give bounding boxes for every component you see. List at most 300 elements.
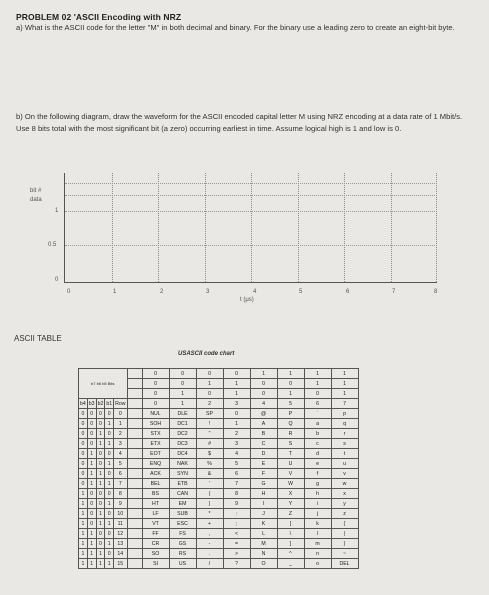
top-bit: 0 bbox=[304, 389, 331, 399]
top-bit: 0 bbox=[142, 389, 169, 399]
ascii-table-heading: ASCII TABLE bbox=[14, 334, 62, 343]
row-number: 6 bbox=[114, 469, 127, 479]
bit-cell: 0 bbox=[79, 409, 88, 419]
char-cell: u bbox=[331, 459, 358, 469]
char-cell: SI bbox=[142, 559, 169, 569]
bit-cell: 1 bbox=[79, 529, 88, 539]
char-cell: M bbox=[250, 539, 277, 549]
top-bit: 1 bbox=[304, 379, 331, 389]
y-tick-0: 0 bbox=[55, 277, 59, 283]
bit-label: b1 bbox=[106, 400, 113, 407]
bit-cell: 0 bbox=[105, 509, 114, 519]
pad-cell bbox=[127, 459, 142, 469]
top-bit: 0 bbox=[169, 369, 196, 379]
top-bit: 0 bbox=[169, 379, 196, 389]
char-cell: H bbox=[250, 489, 277, 499]
char-cell: ) bbox=[196, 499, 223, 509]
char-cell: 5 bbox=[223, 459, 250, 469]
bit-cell: 1 bbox=[87, 549, 96, 559]
row-number: 1 bbox=[114, 419, 127, 429]
char-cell: r bbox=[331, 429, 358, 439]
grid-line bbox=[251, 173, 252, 282]
top-bit: 0 bbox=[250, 389, 277, 399]
row-number: 11 bbox=[114, 519, 127, 529]
char-cell: BS bbox=[142, 489, 169, 499]
char-cell: a bbox=[304, 419, 331, 429]
char-cell: EOT bbox=[142, 449, 169, 459]
char-cell: D bbox=[250, 449, 277, 459]
char-cell: P bbox=[277, 409, 304, 419]
top-bit: 1 bbox=[223, 389, 250, 399]
char-cell: HT bbox=[142, 499, 169, 509]
table-row bbox=[79, 419, 359, 429]
char-cell: RS bbox=[169, 549, 196, 559]
top-bit: 1 bbox=[277, 389, 304, 399]
row-label: Row bbox=[115, 400, 126, 407]
char-cell: \ bbox=[277, 529, 304, 539]
char-cell: y bbox=[331, 499, 358, 509]
bit-cell: 0 bbox=[79, 439, 88, 449]
pad-cell bbox=[127, 509, 142, 519]
grid-line bbox=[65, 211, 437, 212]
char-cell: X bbox=[277, 489, 304, 499]
pad-cell bbox=[127, 529, 142, 539]
bit-cell: 1 bbox=[87, 529, 96, 539]
char-cell: I bbox=[250, 499, 277, 509]
column-label: 0 bbox=[142, 399, 169, 409]
char-cell: ; bbox=[223, 519, 250, 529]
y-tick-0-5: 0.5 bbox=[48, 242, 57, 248]
ascii-table-body bbox=[79, 409, 359, 569]
grid-line bbox=[65, 245, 437, 246]
bit-cell: 1 bbox=[96, 519, 105, 529]
char-cell: < bbox=[223, 529, 250, 539]
char-cell: 1 bbox=[223, 419, 250, 429]
char-cell: Z bbox=[277, 509, 304, 519]
table-row bbox=[79, 479, 359, 489]
table-row bbox=[79, 469, 359, 479]
char-cell: / bbox=[196, 559, 223, 569]
bit-cell: 1 bbox=[79, 489, 88, 499]
char-cell: @ bbox=[250, 409, 277, 419]
bit-cell: 0 bbox=[79, 449, 88, 459]
char-cell: l bbox=[304, 529, 331, 539]
bit-cell: 0 bbox=[79, 469, 88, 479]
char-cell: Y bbox=[277, 499, 304, 509]
char-cell: - bbox=[196, 539, 223, 549]
table-row bbox=[79, 499, 359, 509]
char-cell: , bbox=[196, 529, 223, 539]
char-cell: : bbox=[223, 509, 250, 519]
bit-cell: 1 bbox=[105, 539, 114, 549]
char-cell: NUL bbox=[142, 409, 169, 419]
char-cell: A bbox=[250, 419, 277, 429]
top-bit: 1 bbox=[250, 369, 277, 379]
bit-cell: 0 bbox=[105, 529, 114, 539]
bit-cell: 0 bbox=[105, 429, 114, 439]
char-cell: SYN bbox=[169, 469, 196, 479]
char-cell: 6 bbox=[223, 469, 250, 479]
x-tick-4: 4 bbox=[253, 289, 257, 295]
bit-label: b3 bbox=[88, 400, 95, 407]
table-row bbox=[79, 429, 359, 439]
row-number: 0 bbox=[114, 409, 127, 419]
char-cell: R bbox=[277, 429, 304, 439]
top-bit: 1 bbox=[331, 389, 358, 399]
char-cell: d bbox=[304, 449, 331, 459]
question-a: a) What is the ASCII code for the letter "M" in both decimal and binary. For the binary use a leading zero to create an eight-bit byte. bbox=[16, 23, 455, 32]
table-row bbox=[79, 549, 359, 559]
bit-label: b4 bbox=[80, 400, 86, 407]
grid-line bbox=[344, 173, 345, 282]
row-number: 7 bbox=[114, 479, 127, 489]
x-tick-7: 7 bbox=[392, 289, 396, 295]
char-cell: w bbox=[331, 479, 358, 489]
bit-cell: 0 bbox=[87, 419, 96, 429]
column-label: 4 bbox=[250, 399, 277, 409]
pad-cell bbox=[127, 399, 142, 409]
bit-cell: 1 bbox=[96, 509, 105, 519]
bit-cell: 1 bbox=[96, 429, 105, 439]
grid-line bbox=[391, 173, 392, 282]
row-number: 5 bbox=[114, 459, 127, 469]
bit-cell: 0 bbox=[96, 539, 105, 549]
char-cell: DC3 bbox=[169, 439, 196, 449]
grid-line bbox=[436, 173, 437, 282]
char-cell: b bbox=[304, 429, 331, 439]
char-cell: B bbox=[250, 429, 277, 439]
char-cell: CAN bbox=[169, 489, 196, 499]
bit-cell: 1 bbox=[87, 449, 96, 459]
bit-cell: 0 bbox=[87, 499, 96, 509]
char-cell: t bbox=[331, 449, 358, 459]
char-cell: | bbox=[331, 529, 358, 539]
data-row-label: data bbox=[30, 197, 42, 203]
bit-cell: 1 bbox=[105, 559, 114, 569]
char-cell: i bbox=[304, 499, 331, 509]
x-tick-1: 1 bbox=[113, 289, 117, 295]
table-row bbox=[79, 409, 359, 419]
bit-cell: 1 bbox=[96, 549, 105, 559]
row-number: 9 bbox=[114, 499, 127, 509]
char-cell: K bbox=[250, 519, 277, 529]
bit-cell: 1 bbox=[87, 539, 96, 549]
char-cell: ENQ bbox=[142, 459, 169, 469]
row-number: 12 bbox=[114, 529, 127, 539]
bit-number-label: bit # bbox=[30, 188, 42, 194]
char-cell: S bbox=[277, 439, 304, 449]
char-cell: & bbox=[196, 469, 223, 479]
pad-cell bbox=[127, 369, 142, 379]
char-cell: V bbox=[277, 469, 304, 479]
x-tick-8: 8 bbox=[434, 289, 438, 295]
bit-cell: 1 bbox=[96, 559, 105, 569]
char-cell: ] bbox=[277, 539, 304, 549]
top-bit: 0 bbox=[223, 369, 250, 379]
pad-cell bbox=[127, 469, 142, 479]
char-cell: ' bbox=[196, 479, 223, 489]
pad-cell bbox=[127, 489, 142, 499]
bit-cell: 1 bbox=[96, 469, 105, 479]
char-cell: ( bbox=[196, 489, 223, 499]
bit-cell: 1 bbox=[96, 439, 105, 449]
pad-cell bbox=[127, 549, 142, 559]
pad-cell bbox=[127, 429, 142, 439]
top-bit: 1 bbox=[304, 369, 331, 379]
char-cell: + bbox=[196, 519, 223, 529]
bit-cell: 0 bbox=[87, 509, 96, 519]
top-bit: 0 bbox=[196, 389, 223, 399]
bit-label: b2 bbox=[97, 400, 104, 407]
table-row bbox=[79, 449, 359, 459]
char-cell: # bbox=[196, 439, 223, 449]
ascii-table bbox=[78, 368, 359, 569]
char-cell: SOH bbox=[142, 419, 169, 429]
char-cell: c bbox=[304, 439, 331, 449]
char-cell: o bbox=[304, 559, 331, 569]
column-label: 5 bbox=[277, 399, 304, 409]
row-number: 8 bbox=[114, 489, 127, 499]
x-tick-3: 3 bbox=[206, 289, 210, 295]
top-bit: 1 bbox=[331, 369, 358, 379]
bit-cell: 1 bbox=[79, 499, 88, 509]
char-cell: h bbox=[304, 489, 331, 499]
grid-line bbox=[298, 173, 299, 282]
char-cell: DC2 bbox=[169, 429, 196, 439]
char-cell: DC4 bbox=[169, 449, 196, 459]
char-cell: . bbox=[196, 549, 223, 559]
char-cell: W bbox=[277, 479, 304, 489]
bit-cell: 1 bbox=[105, 419, 114, 429]
bit-cell: 1 bbox=[105, 439, 114, 449]
bit-cell: 0 bbox=[79, 459, 88, 469]
b5-label: b5 bbox=[102, 381, 107, 386]
bit-cell: 1 bbox=[79, 539, 88, 549]
char-cell: ESC bbox=[169, 519, 196, 529]
top-bit: 1 bbox=[196, 379, 223, 389]
bit-cell: 0 bbox=[96, 419, 105, 429]
char-cell: 7 bbox=[223, 479, 250, 489]
x-axis-label: t (μs) bbox=[240, 297, 254, 303]
pad-cell bbox=[127, 439, 142, 449]
bit-cell: 1 bbox=[96, 479, 105, 489]
grid-line bbox=[65, 195, 437, 196]
bit-cell: 0 bbox=[96, 449, 105, 459]
top-bit: 0 bbox=[277, 379, 304, 389]
char-cell: { bbox=[331, 519, 358, 529]
x-tick-2: 2 bbox=[160, 289, 164, 295]
pad-cell bbox=[127, 419, 142, 429]
char-cell: T bbox=[277, 449, 304, 459]
char-cell: N bbox=[250, 549, 277, 559]
pad-cell bbox=[127, 449, 142, 459]
char-cell: GS bbox=[169, 539, 196, 549]
char-cell: m bbox=[304, 539, 331, 549]
x-tick-5: 5 bbox=[299, 289, 303, 295]
pad-cell bbox=[127, 379, 142, 389]
table-row bbox=[79, 489, 359, 499]
char-cell: v bbox=[331, 469, 358, 479]
table-row bbox=[79, 539, 359, 549]
char-cell: ~ bbox=[331, 549, 358, 559]
char-cell: * bbox=[196, 509, 223, 519]
char-cell: CR bbox=[142, 539, 169, 549]
bit-cell: 0 bbox=[87, 429, 96, 439]
char-cell: j bbox=[304, 509, 331, 519]
pad-cell bbox=[127, 559, 142, 569]
grid-line bbox=[65, 183, 437, 184]
bit-cell: 1 bbox=[87, 479, 96, 489]
char-cell: ACK bbox=[142, 469, 169, 479]
grid-line bbox=[112, 173, 113, 282]
char-cell: $ bbox=[196, 449, 223, 459]
char-cell: > bbox=[223, 549, 250, 559]
table-row bbox=[79, 559, 359, 569]
bit-cell: 0 bbox=[79, 429, 88, 439]
top-bit: 1 bbox=[331, 379, 358, 389]
table-row bbox=[79, 509, 359, 519]
bit-cell: 0 bbox=[96, 529, 105, 539]
char-cell: DC1 bbox=[169, 419, 196, 429]
char-cell: EM bbox=[169, 499, 196, 509]
char-cell: ETX bbox=[142, 439, 169, 449]
char-cell: = bbox=[223, 539, 250, 549]
char-cell: US bbox=[169, 559, 196, 569]
top-bit: 1 bbox=[223, 379, 250, 389]
bit-cell: 0 bbox=[87, 519, 96, 529]
question-b: b) On the following diagram, draw the waveform for the ASCII encoded capital letter M using NRZ encoding at a data rate of 1 Mbit/s. Use 8 bits total with the most significant bit (a zero) occurring earliest in time. Assume logical high is 1 and low is 0. bbox=[16, 112, 463, 133]
b6-label: b6 bbox=[96, 381, 102, 386]
char-cell: DLE bbox=[169, 409, 196, 419]
grid-line bbox=[158, 173, 159, 282]
top-bit: 0 bbox=[142, 379, 169, 389]
char-cell: s bbox=[331, 439, 358, 449]
bit-cell: 0 bbox=[79, 419, 88, 429]
column-label: 1 bbox=[169, 399, 196, 409]
char-cell: q bbox=[331, 419, 358, 429]
char-cell: 3 bbox=[223, 439, 250, 449]
char-cell: F bbox=[250, 469, 277, 479]
row-number: 10 bbox=[114, 509, 127, 519]
char-cell: 4 bbox=[223, 449, 250, 459]
bit-cell: 1 bbox=[105, 499, 114, 509]
bit-cell: 1 bbox=[79, 509, 88, 519]
bit-cell: 1 bbox=[105, 519, 114, 529]
char-cell: e bbox=[304, 459, 331, 469]
char-cell: z bbox=[331, 509, 358, 519]
char-cell: ^ bbox=[277, 549, 304, 559]
bit-cell: 0 bbox=[105, 469, 114, 479]
bit-cell: 0 bbox=[105, 549, 114, 559]
char-cell: 0 bbox=[223, 409, 250, 419]
pad-cell bbox=[127, 539, 142, 549]
char-cell: FS bbox=[169, 529, 196, 539]
bit-cell: 0 bbox=[96, 499, 105, 509]
bit-cell: 1 bbox=[79, 549, 88, 559]
column-label: 6 bbox=[304, 399, 331, 409]
x-tick-0: 0 bbox=[67, 289, 71, 295]
char-cell: VT bbox=[142, 519, 169, 529]
char-cell: O bbox=[250, 559, 277, 569]
char-cell: G bbox=[250, 479, 277, 489]
char-cell: ` bbox=[304, 409, 331, 419]
bit-cell: 1 bbox=[79, 519, 88, 529]
char-cell: ! bbox=[196, 419, 223, 429]
char-cell: x bbox=[331, 489, 358, 499]
bit-cell: 0 bbox=[87, 409, 96, 419]
grid-line bbox=[205, 173, 206, 282]
y-tick-1: 1 bbox=[55, 208, 59, 214]
char-cell: E bbox=[250, 459, 277, 469]
char-cell: p bbox=[331, 409, 358, 419]
row-number: 15 bbox=[114, 559, 127, 569]
char-cell: % bbox=[196, 459, 223, 469]
top-bit: 1 bbox=[169, 389, 196, 399]
char-cell: STX bbox=[142, 429, 169, 439]
char-cell: Q bbox=[277, 419, 304, 429]
bit-cell: 0 bbox=[105, 449, 114, 459]
char-cell: 2 bbox=[223, 429, 250, 439]
column-label: 7 bbox=[331, 399, 358, 409]
char-cell: LF bbox=[142, 509, 169, 519]
char-cell: 8 bbox=[223, 489, 250, 499]
char-cell: C bbox=[250, 439, 277, 449]
char-cell: " bbox=[196, 429, 223, 439]
bit-cell: 0 bbox=[87, 489, 96, 499]
bit-cell: 0 bbox=[87, 439, 96, 449]
char-cell: f bbox=[304, 469, 331, 479]
bit-cell: 1 bbox=[87, 459, 96, 469]
bit-cell: 1 bbox=[105, 459, 114, 469]
column-label: 3 bbox=[223, 399, 250, 409]
char-cell: FF bbox=[142, 529, 169, 539]
bit-cell: 1 bbox=[105, 479, 114, 489]
pad-cell bbox=[127, 409, 142, 419]
row-number: 13 bbox=[114, 539, 127, 549]
top-bit: 0 bbox=[196, 369, 223, 379]
char-cell: k bbox=[304, 519, 331, 529]
corner-cell bbox=[79, 369, 128, 399]
bit-cell: 0 bbox=[96, 409, 105, 419]
char-cell: 9 bbox=[223, 499, 250, 509]
bit-cell: 1 bbox=[87, 469, 96, 479]
char-cell: SP bbox=[196, 409, 223, 419]
table-row bbox=[79, 439, 359, 449]
char-cell: BEL bbox=[142, 479, 169, 489]
char-cell: NAK bbox=[169, 459, 196, 469]
table-row bbox=[79, 529, 359, 539]
waveform-grid bbox=[64, 173, 437, 283]
char-cell: ETB bbox=[169, 479, 196, 489]
table-row bbox=[79, 519, 359, 529]
column-label: 2 bbox=[196, 399, 223, 409]
bit-cell: 1 bbox=[87, 559, 96, 569]
char-cell: _ bbox=[277, 559, 304, 569]
pad-cell bbox=[127, 499, 142, 509]
char-cell: } bbox=[331, 539, 358, 549]
char-cell: L bbox=[250, 529, 277, 539]
bit-cell: 0 bbox=[105, 409, 114, 419]
bit-cell: 0 bbox=[96, 489, 105, 499]
char-cell: DEL bbox=[331, 559, 358, 569]
char-cell: ? bbox=[223, 559, 250, 569]
char-cell: SUB bbox=[169, 509, 196, 519]
char-cell: g bbox=[304, 479, 331, 489]
pad-cell bbox=[127, 479, 142, 489]
ascii-chart-title: USASCII code chart bbox=[178, 351, 235, 357]
top-bit: 1 bbox=[277, 369, 304, 379]
bits-label: Bits bbox=[107, 381, 115, 386]
